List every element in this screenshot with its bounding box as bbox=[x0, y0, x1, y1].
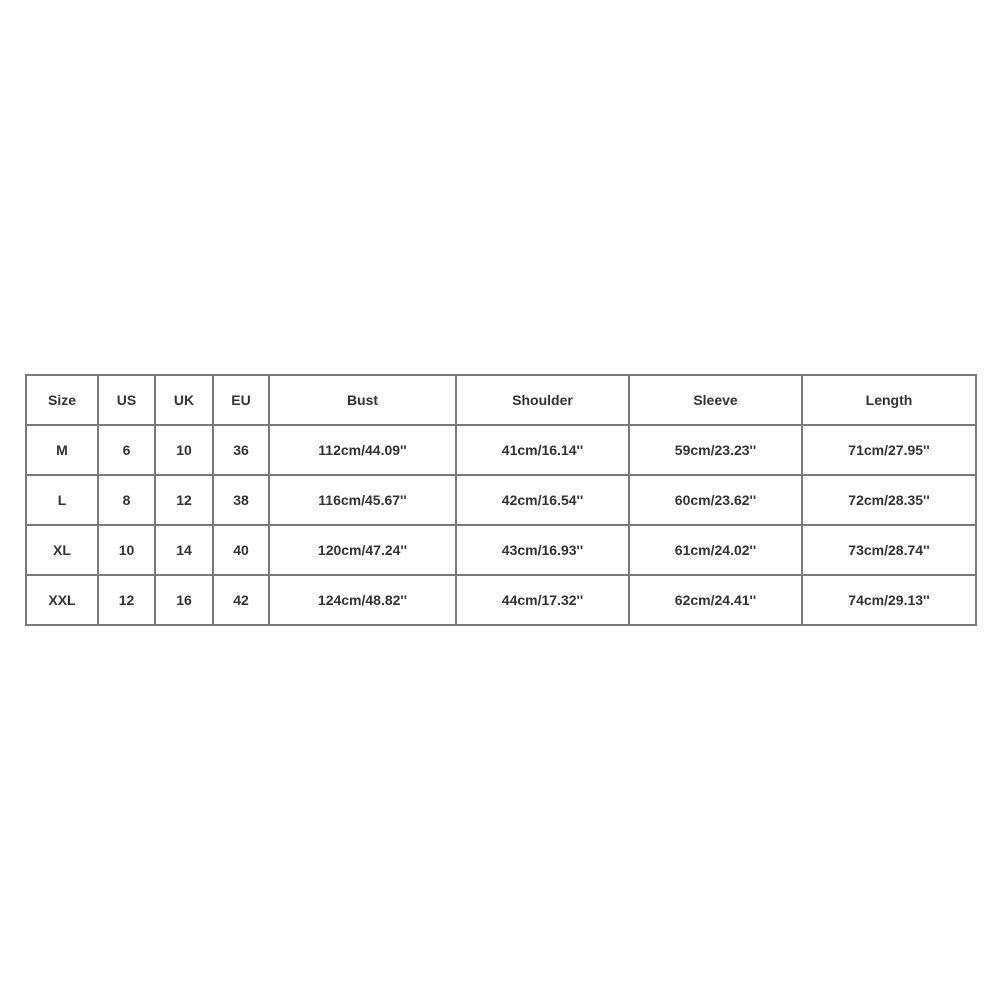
header-length: Length bbox=[802, 375, 976, 425]
cell-eu: 40 bbox=[213, 525, 269, 575]
cell-us: 10 bbox=[98, 525, 155, 575]
cell-uk: 16 bbox=[155, 575, 213, 625]
cell-size: XXL bbox=[26, 575, 98, 625]
cell-bust: 116cm/45.67'' bbox=[269, 475, 456, 525]
cell-eu: 42 bbox=[213, 575, 269, 625]
table-row bbox=[26, 425, 976, 475]
table-row bbox=[26, 475, 976, 525]
cell-bust: 120cm/47.24'' bbox=[269, 525, 456, 575]
cell-sleeve: 60cm/23.62'' bbox=[629, 475, 802, 525]
table-row bbox=[26, 575, 976, 625]
header-uk: UK bbox=[155, 375, 213, 425]
cell-size: M bbox=[26, 425, 98, 475]
cell-uk: 12 bbox=[155, 475, 213, 525]
cell-length: 73cm/28.74'' bbox=[802, 525, 976, 575]
cell-uk: 10 bbox=[155, 425, 213, 475]
cell-length: 72cm/28.35'' bbox=[802, 475, 976, 525]
cell-shoulder: 44cm/17.32'' bbox=[456, 575, 629, 625]
header-row bbox=[26, 375, 976, 425]
cell-uk: 14 bbox=[155, 525, 213, 575]
header-size: Size bbox=[26, 375, 98, 425]
cell-us: 12 bbox=[98, 575, 155, 625]
cell-shoulder: 41cm/16.14'' bbox=[456, 425, 629, 475]
cell-eu: 38 bbox=[213, 475, 269, 525]
header-bust: Bust bbox=[269, 375, 456, 425]
cell-sleeve: 61cm/24.02'' bbox=[629, 525, 802, 575]
header-us: US bbox=[98, 375, 155, 425]
cell-length: 74cm/29.13'' bbox=[802, 575, 976, 625]
cell-us: 6 bbox=[98, 425, 155, 475]
cell-size: L bbox=[26, 475, 98, 525]
cell-length: 71cm/27.95'' bbox=[802, 425, 976, 475]
cell-sleeve: 62cm/24.41'' bbox=[629, 575, 802, 625]
cell-shoulder: 42cm/16.54'' bbox=[456, 475, 629, 525]
cell-sleeve: 59cm/23.23'' bbox=[629, 425, 802, 475]
cell-size: XL bbox=[26, 525, 98, 575]
cell-eu: 36 bbox=[213, 425, 269, 475]
cell-shoulder: 43cm/16.93'' bbox=[456, 525, 629, 575]
header-eu: EU bbox=[213, 375, 269, 425]
cell-us: 8 bbox=[98, 475, 155, 525]
cell-bust: 112cm/44.09'' bbox=[269, 425, 456, 475]
header-sleeve: Sleeve bbox=[629, 375, 802, 425]
size-chart-table bbox=[25, 374, 977, 626]
cell-bust: 124cm/48.82'' bbox=[269, 575, 456, 625]
table-row bbox=[26, 525, 976, 575]
header-shoulder: Shoulder bbox=[456, 375, 629, 425]
